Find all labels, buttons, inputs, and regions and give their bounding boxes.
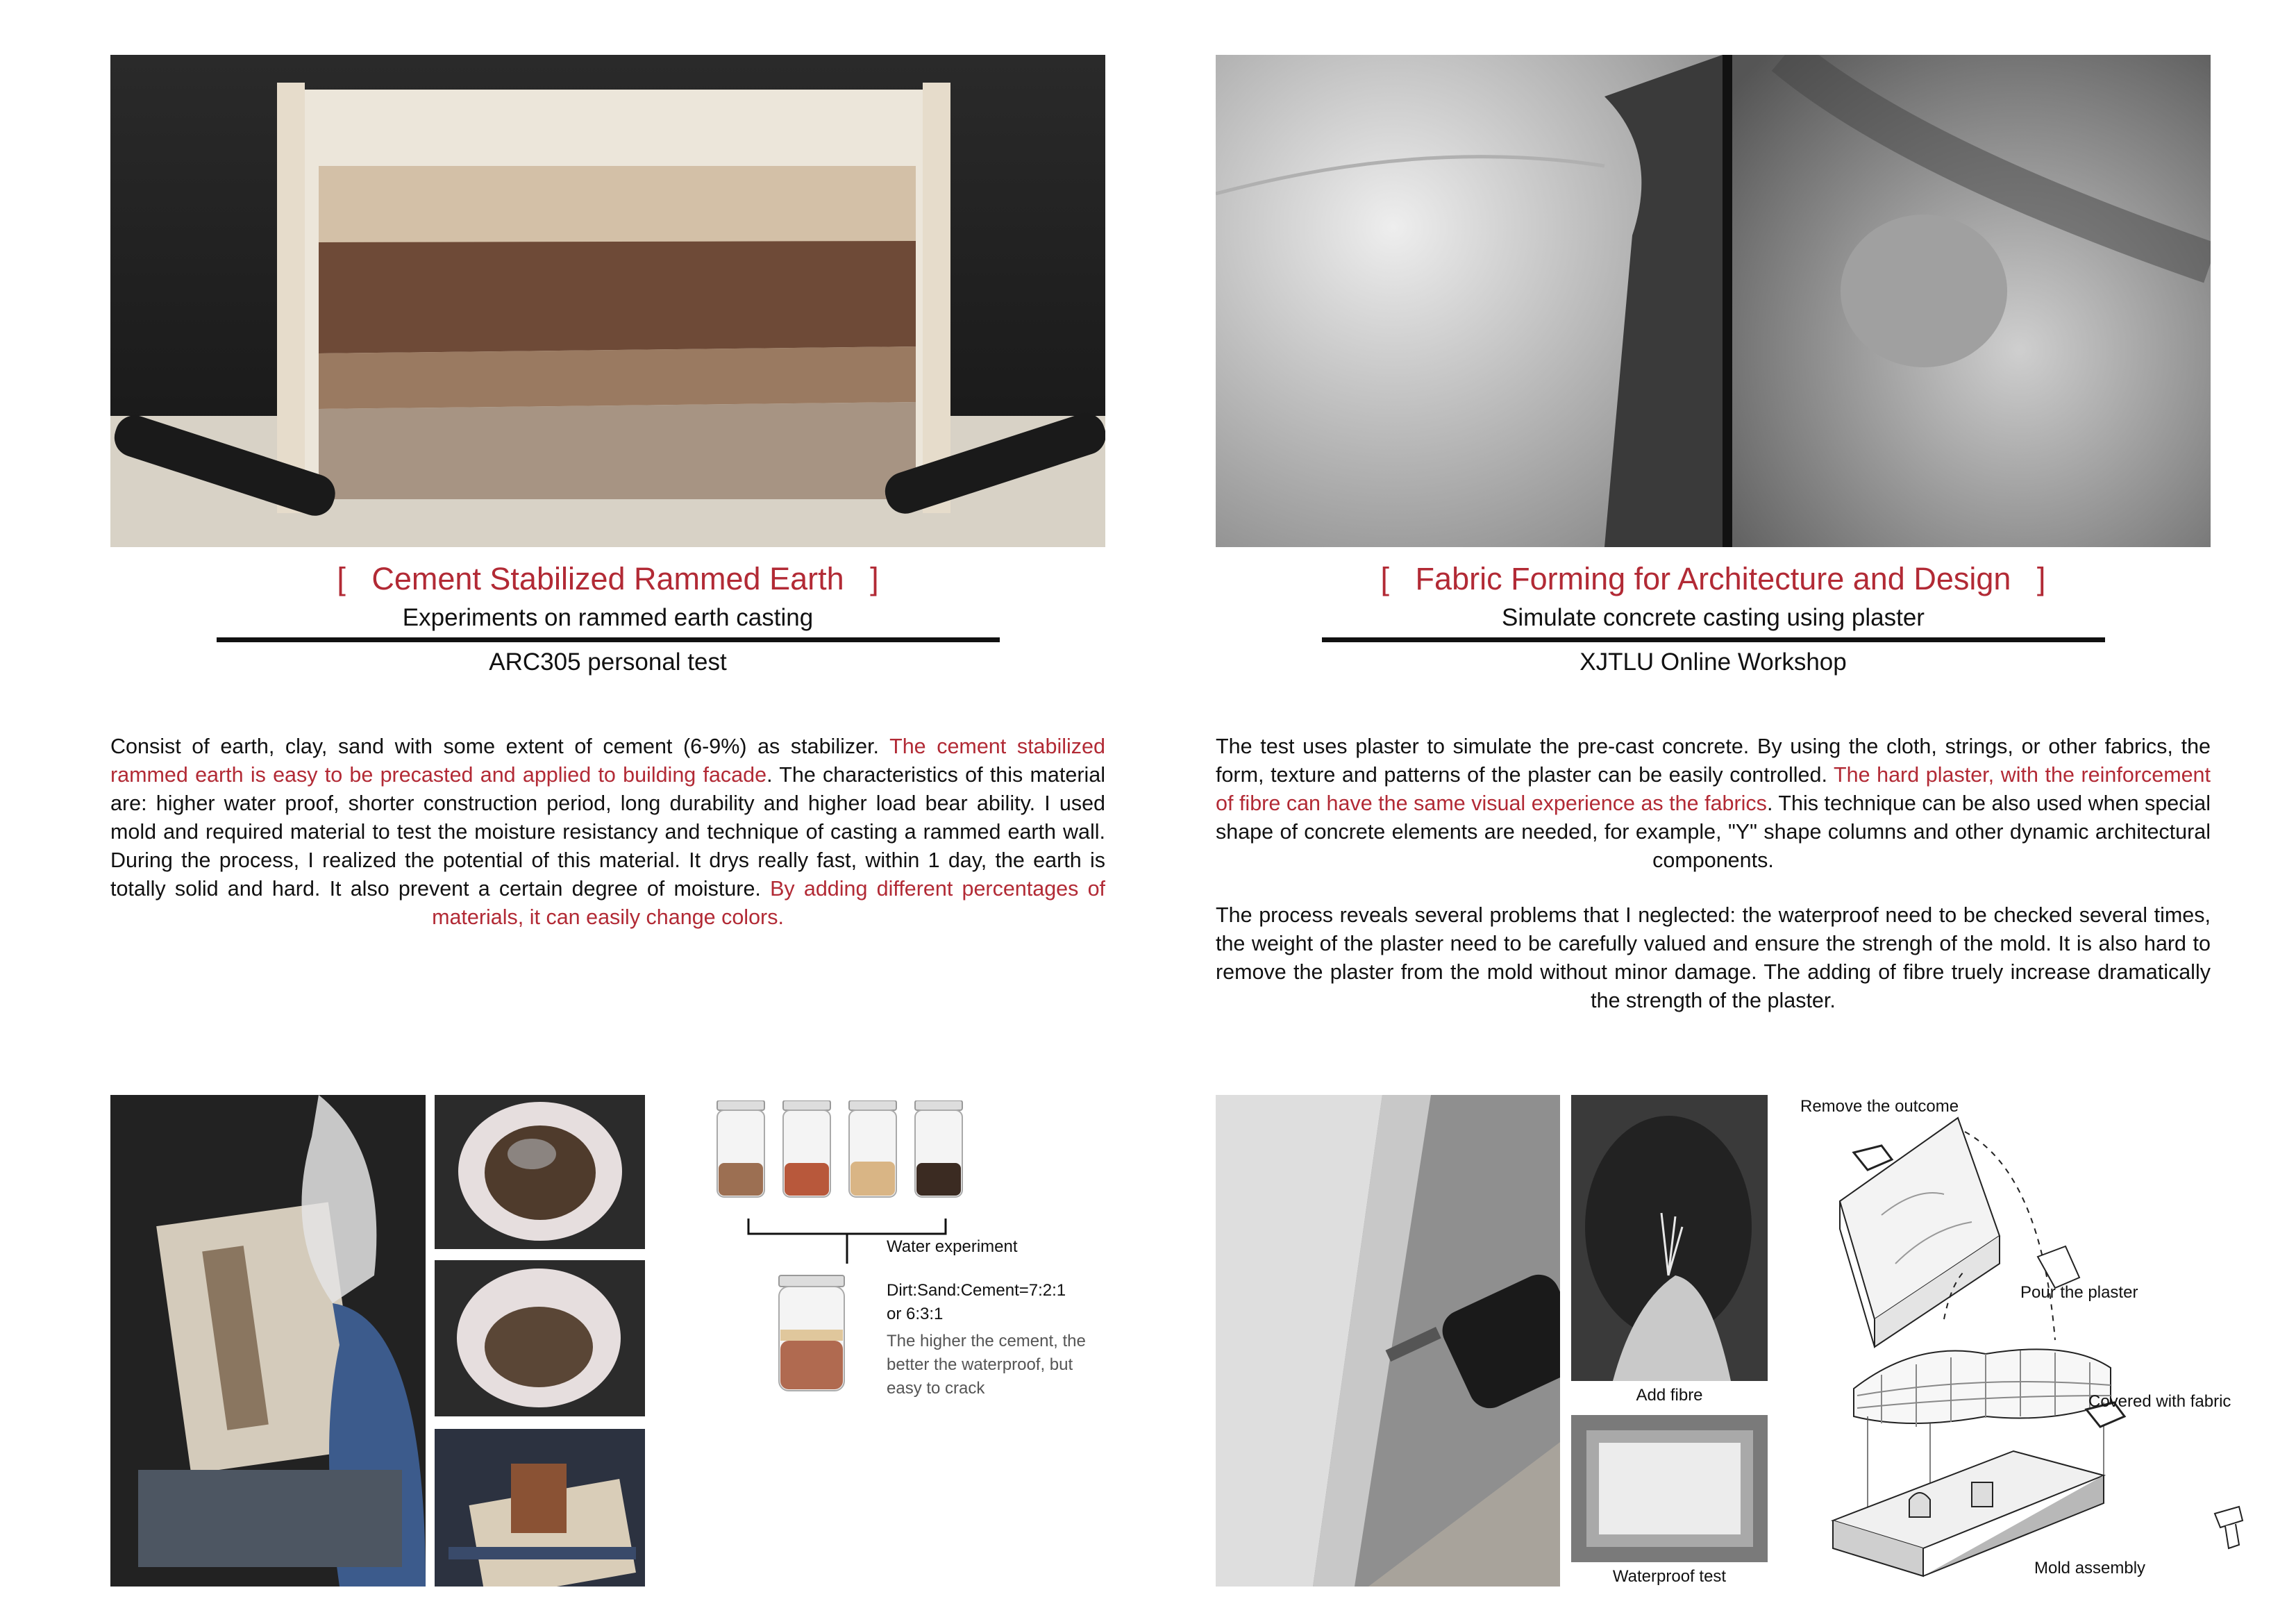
left-divider xyxy=(217,637,1000,642)
jar-2 xyxy=(783,1100,830,1197)
left-description-part1: Consist of earth, clay, sand with some extent of cement (6-9%) as stabilizer. xyxy=(110,735,890,758)
drill-mold-photo xyxy=(1216,1095,1560,1587)
left-description xyxy=(110,733,1105,932)
remove-outcome-caption: Remove the outcome xyxy=(1800,1097,1959,1116)
right-title: [ Fabric Forming for Architecture and Design ] xyxy=(1380,561,2046,596)
left-title: [ Cement Stabilized Rammed Earth ] xyxy=(337,561,879,596)
right-subtitle: Simulate concrete casting using plaster xyxy=(1502,604,1925,631)
soil-bowl-photo-1 xyxy=(435,1095,645,1249)
add-fibre-caption: Add fibre xyxy=(1636,1386,1703,1405)
rammed-earth-photo xyxy=(110,55,1105,547)
left-course: ARC305 personal test xyxy=(489,648,727,676)
waterproof-test-photo xyxy=(1571,1415,1768,1562)
right-course: XJTLU Online Workshop xyxy=(1579,648,1847,676)
cast-block-photo xyxy=(435,1429,645,1587)
left-description-highlight2: By adding different percentages of materials, it can easily change colors. xyxy=(432,877,1106,929)
add-fibre-photo xyxy=(1571,1095,1768,1381)
fabric-forming-diagram xyxy=(1805,1090,2249,1597)
right-description-1 xyxy=(1216,733,2211,875)
jar-4 xyxy=(915,1100,962,1197)
right-divider xyxy=(1322,637,2105,642)
ramming-process-photo xyxy=(110,1095,426,1587)
soil-bowl-photo-2 xyxy=(435,1260,645,1416)
right-description-highlight: The hard plaster, with the reinforcement of fibre can have the same visual experience as the fabrics xyxy=(1216,763,2211,815)
waterproof-caption: Waterproof test xyxy=(1612,1567,1727,1586)
jar-1 xyxy=(717,1100,764,1197)
jar-3 xyxy=(849,1100,896,1197)
cement-note: The higher the cement, the better the waterproof, but easy to crack xyxy=(887,1332,1086,1398)
water-experiment-label: Water experiment xyxy=(887,1237,1018,1256)
left-subtitle: Experiments on rammed earth casting xyxy=(402,604,814,631)
pour-plaster-caption: Pour the plaster xyxy=(2020,1283,2138,1302)
right-description-2: The process reveals several problems that I neglected: the waterproof need to be checked several times, the weight of the plaster need to be carefully valued and ensure the strengh of the mold. It is also hard to remove the plaster from the mold without minor damage. The adding of fibre truely increase dramatically the strength of the plaster. xyxy=(1216,903,2211,1012)
mold-assembly-caption: Mold assembly xyxy=(2034,1559,2146,1577)
left-description-highlight1: The cement stabilized rammed earth is easy to be precasted and applied to building facade xyxy=(110,735,1105,787)
plaster-cast-photo xyxy=(1216,55,2211,547)
ratio-label-1: Dirt:Sand:Cement=7:2:1 xyxy=(887,1281,1066,1300)
right-description-part1: The test uses plaster to simulate the pre-cast concrete. By using the cloth, strings, or other fabrics, the form, texture and patterns of the plaster can be easily controlled. xyxy=(1216,735,2211,787)
left-description-part2: . The characteristics of this material are: higher water proof, shorter construction period, long durability and higher load bear ability. I used mold and required material to test the moisture resistancy and technique of casting a rammed earth wall. During the process, I realized the potential of this material. It drys really fast, within 1 day, the earth is totally solid and hard. It also prevent a certain degree of moisture. xyxy=(110,763,1105,901)
right-description-end: . This technique can be also used when special shape of concrete elements are needed, for example, "Y" shape columns and other dynamic architectural components. xyxy=(1216,792,2211,872)
ratio-label-2: or 6:3:1 xyxy=(887,1305,944,1323)
result-jar xyxy=(779,1275,844,1391)
covered-fabric-caption: Covered with fabric xyxy=(2088,1392,2231,1411)
